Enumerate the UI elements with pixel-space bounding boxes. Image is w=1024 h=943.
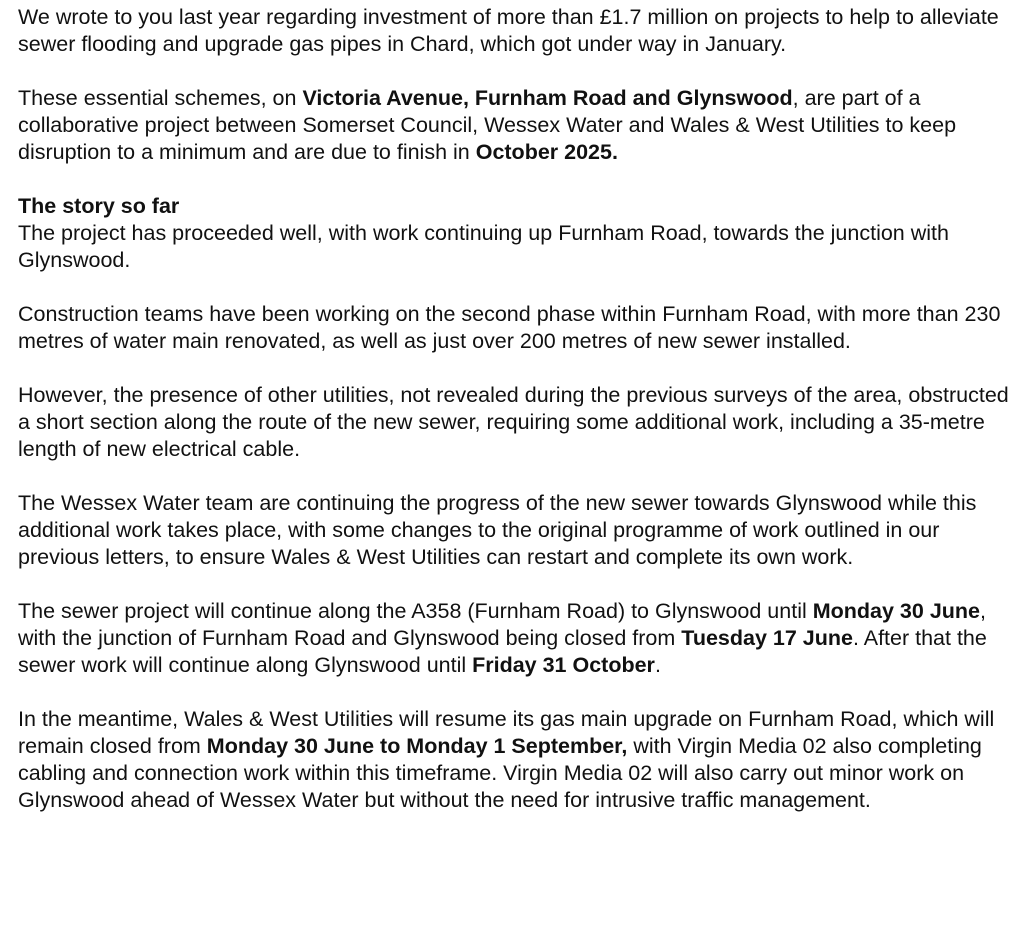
section-story-so-far xyxy=(18,193,1018,274)
section-heading: The story so far xyxy=(18,194,180,218)
paragraph-construction: Construction teams have been working on the second phase within Furnham Road, with more than 230 metres of water main renovated, as well as just over 200 metres of new sewer installed. xyxy=(18,302,1001,353)
closure-period: Monday 30 June to Monday 1 September, xyxy=(206,734,628,758)
schedule-text-2: , with the junction of Furnham Road and Glynswood being closed from xyxy=(18,599,986,650)
paragraph-schedule xyxy=(18,598,1018,679)
date-monday-30-june: Monday 30 June xyxy=(812,599,980,623)
letter-body xyxy=(18,4,1018,841)
schedule-text-3: . After that the sewer work will continue along Glynswood until xyxy=(18,626,987,677)
paragraph-schemes xyxy=(18,85,1018,166)
paragraph-progress: The project has proceeded well, with work continuing up Furnham Road, towards the junction with Glynswood. xyxy=(18,221,949,272)
schedule-text-4: . xyxy=(654,653,661,677)
paragraph-gas-main xyxy=(18,706,1018,814)
gas-text-2: with Virgin Media 02 also completing cabling and connection work within this timeframe. Virgin Media 02 will also carry out minor work on Glynswood ahead of Wessex Water but without the need for intrusive traffic management. xyxy=(18,734,982,812)
finish-date: October 2025. xyxy=(475,140,618,164)
schemes-text-1: These essential schemes, on xyxy=(18,86,303,110)
date-friday-31-october: Friday 31 October xyxy=(472,653,655,677)
gas-text-1: In the meantime, Wales & West Utilities will resume its gas main upgrade on Furnham Road, which will remain closed from xyxy=(18,707,995,758)
date-tuesday-17-june: Tuesday 17 June xyxy=(681,626,853,650)
scheme-locations: Victoria Avenue, Furnham Road and Glynswood xyxy=(302,86,793,110)
schemes-text-2: , are part of a collaborative project between Somerset Council, Wessex Water and Wales & West Utilities to keep disruption to a minimum and are due to finish in xyxy=(18,86,957,164)
paragraph-obstruction: However, the presence of other utilities, not revealed during the previous surveys of the area, obstructed a short section along the route of the new sewer, requiring some additional work, including a 35-metre length of new electrical cable. xyxy=(18,383,1009,461)
schedule-text-1: The sewer project will continue along the A358 (Furnham Road) to Glynswood until xyxy=(18,599,813,623)
paragraph-wessex-team: The Wessex Water team are continuing the progress of the new sewer towards Glynswood while this additional work takes place, with some changes to the original programme of work outlined in our previous letters, to ensure Wales & West Utilities can restart and complete its own work. xyxy=(18,491,977,569)
paragraph-investment: We wrote to you last year regarding investment of more than £1.7 million on projects to help to alleviate sewer flooding and upgrade gas pipes in Chard, which got under way in January. xyxy=(18,5,999,56)
